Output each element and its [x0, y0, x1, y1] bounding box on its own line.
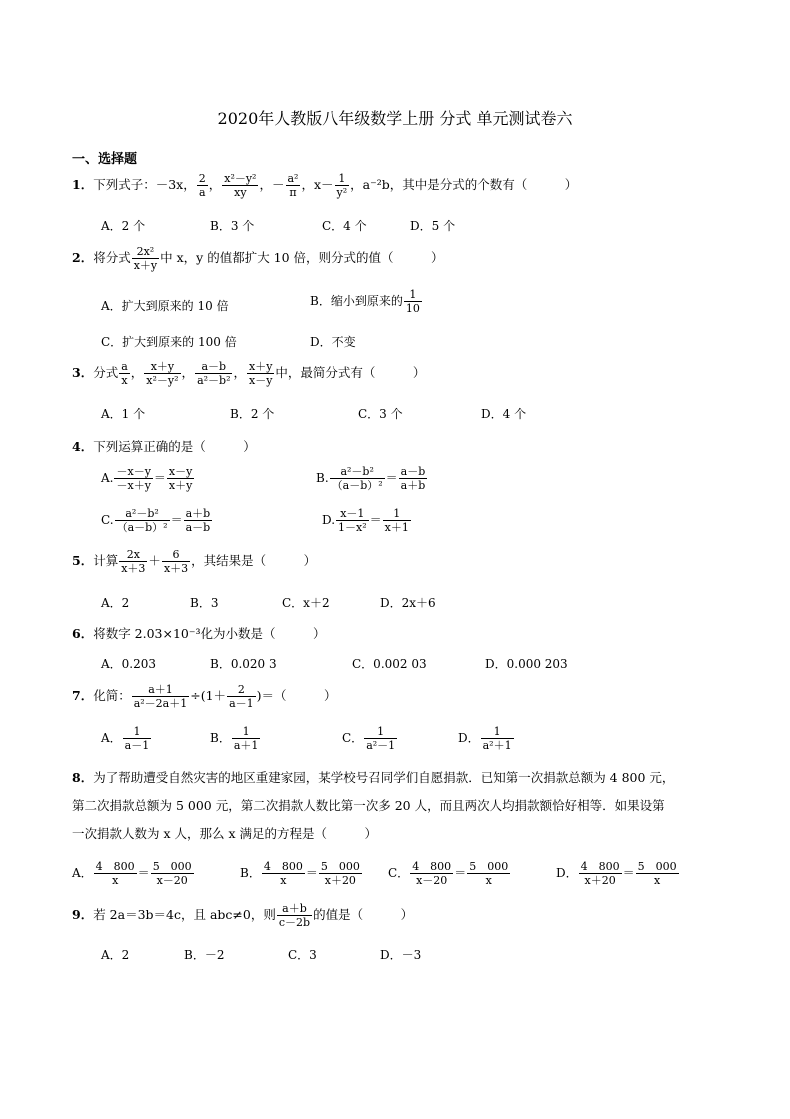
option-d: D．2x＋6 — [380, 596, 436, 610]
option-c: C. $\frac{\text{a²－b²}}{\text{（a－b）²}}$ ＝ $\frac{a+b}{a-b}$ — [101, 507, 211, 534]
option-b: B．3 — [190, 596, 219, 610]
option-d: D．－3 — [380, 948, 422, 962]
question-number: 4． — [72, 439, 94, 454]
option-d: D．4 个 — [481, 407, 527, 421]
option-d: D．5 个 — [410, 219, 456, 233]
question-number: 3． — [72, 365, 94, 380]
option-a: A． $\frac{4 800}{x}$ ＝ $\frac{5 000}{x-20}$ — [72, 860, 192, 887]
option-a: A．2 — [101, 948, 130, 962]
option-b: B． $\frac{4 800}{x}$ ＝ $\frac{5 000}{x+20}$ — [240, 860, 360, 887]
question-number: 2． — [72, 250, 94, 265]
question-number: 7． — [72, 688, 94, 703]
question-1: 1．下列式子：－3x， $\frac{2}{a}$ ， $\frac{\text{x²－y²}}{xy}$ ，－ $\frac{\text{a²}}{\pi}$ ，x－ $\frac{1}{\text{y²}}$ ，a⁻²b，其中是分式的个数有（ ） — [72, 172, 578, 199]
fraction: $\frac{a+b}{c-2b}$ — [278, 902, 311, 929]
fraction: $\frac{\text{2x²}}{x+y}$ — [133, 245, 158, 272]
fraction: $\frac{1}{\text{y²}}$ — [336, 172, 348, 199]
question-number: 6． — [72, 626, 94, 641]
section-heading: 一、选择题 — [72, 152, 138, 167]
fraction: $\frac{6}{x+3}$ — [163, 548, 189, 575]
option-c: C．3 — [288, 948, 317, 962]
fraction: $\frac{x+y}{x-y}$ — [249, 360, 273, 387]
fraction: $\frac{2}{a-1}$ — [229, 683, 254, 710]
question-number: 9． — [72, 907, 94, 922]
option-a: A．扩大到原来的 10 倍 — [101, 299, 229, 313]
fraction: $\frac{2}{a}$ — [198, 172, 206, 199]
option-d: D． $\frac{1}{\text{a²＋1}}$ — [458, 725, 512, 752]
option-c: C．3 个 — [358, 407, 403, 421]
question-number: 5． — [72, 553, 94, 568]
fraction: $\frac{a-b}{\text{a²－b²}}$ — [197, 360, 231, 387]
option-d: D．0.000 203 — [485, 657, 568, 671]
fraction: $\frac{a}{x}$ — [121, 360, 128, 387]
question-8: 8．为了帮助遭受自然灾害的地区重建家园，某学校号召同学们自愿捐款．已知第一次捐款总额为 4 800 元， 第二次捐款总额为 5 000 元，第二次捐款人数比第一次多 20 人，而且两次人均捐款额恰好相等．如果设第 一次捐款人数为 x 人，那么 x 满足的方程是（ ） — [72, 770, 675, 841]
option-b: B．－2 — [184, 948, 225, 962]
option-c: C．0.002 03 — [352, 657, 427, 671]
question-number: 1． — [72, 177, 94, 192]
option-c: C． $\frac{4 800}{x-20}$ ＝ $\frac{5 000}{x}$ — [388, 860, 509, 887]
option-c: C． $\frac{1}{\text{a²－1}}$ — [342, 725, 396, 752]
option-a: A．2 — [101, 596, 130, 610]
question-2: 2．将分式 $\frac{\text{2x²}}{x+y}$ 中 x，y 的值都扩大 10 倍，则分式的值（ ） — [72, 245, 444, 272]
option-a: A. $\frac{-x-y}{-x+y}$ ＝ $\frac{x-y}{x+y}$ — [101, 465, 193, 492]
page-title: 2020年人教版八年级数学上册 分式 单元测试卷六 — [217, 109, 573, 128]
option-a: A． $\frac{1}{a-1}$ — [101, 725, 150, 752]
option-c: C．4 个 — [322, 219, 367, 233]
question-4: 4．下列运算正确的是（ ） — [72, 439, 256, 454]
option-a: A．0.203 — [101, 657, 157, 671]
option-d: D．不变 — [310, 335, 356, 349]
option-d: D. $\frac{x-1}{\text{1－x²}}$ ＝ $\frac{1}{x+1}$ — [322, 507, 409, 534]
fraction: $\frac{\text{x²－y²}}{xy}$ — [224, 172, 257, 199]
option-c: C．扩大到原来的 100 倍 — [101, 335, 237, 349]
question-3: 3．分式 $\frac{a}{x}$ ， $\frac{x+y}{\text{x²－y²}}$ ， $\frac{a-b}{\text{a²－b²}}$ ， $\frac{x+y}{x-y}$ 中，最简分式有（ ） — [72, 360, 426, 387]
option-a: A．2 个 — [101, 219, 146, 233]
option-a: A．1 个 — [101, 407, 146, 421]
question-number: 8． — [72, 770, 94, 785]
option-b: B．缩小到原来的 $\frac{1}{10}$ — [310, 288, 420, 315]
fraction: $\frac{a+1}{\text{a²－2a＋1}}$ — [133, 683, 188, 710]
question-7: 7．化简： $\frac{a+1}{\text{a²－2a＋1}}$ ÷(1＋ $\frac{2}{a-1}$ )＝（ ） — [72, 683, 337, 710]
fraction: $\frac{x+y}{\text{x²－y²}}$ — [146, 360, 179, 387]
fraction: $\frac{2x}{x+3}$ — [121, 548, 146, 575]
option-b: B． $\frac{1}{a+1}$ — [210, 725, 259, 752]
option-b: B．3 个 — [210, 219, 255, 233]
option-d: D． $\frac{4 800}{x+20}$ ＝ $\frac{5 000}{x}$ — [556, 860, 677, 887]
question-5: 5．计算 $\frac{2x}{x+3}$ ＋ $\frac{6}{x+3}$ ，其结果是（ ） — [72, 548, 317, 575]
question-9: 9．若 2a＝3b＝4c，且 abc≠0，则 $\frac{a+b}{c-2b}$ 的值是（ ） — [72, 902, 414, 929]
option-b: B. $\frac{\text{a²－b²}}{\text{（a－b）²}}$ ＝ $\frac{a-b}{a+b}$ — [316, 465, 426, 492]
fraction: $\frac{\text{a²}}{\pi}$ — [287, 172, 299, 199]
option-b: B．0.020 3 — [210, 657, 277, 671]
question-6: 6．将数字 2.03×10⁻³化为小数是（ ） — [72, 626, 326, 641]
option-b: B．2 个 — [230, 407, 275, 421]
option-c: C．x＋2 — [282, 596, 330, 610]
